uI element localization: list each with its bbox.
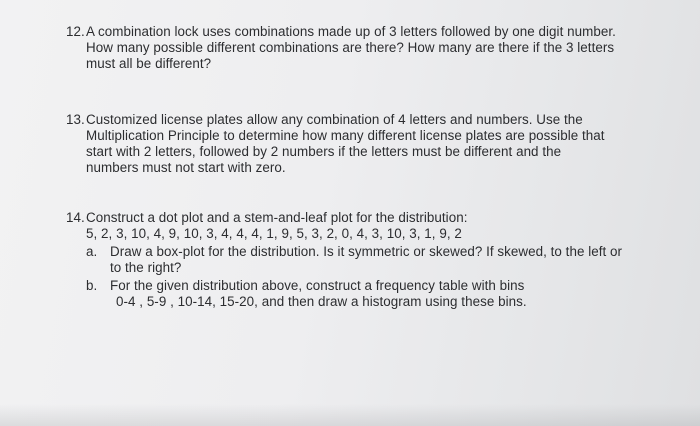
problem-number: 12. [66,24,85,39]
subquestion-letter: a. [86,244,98,259]
text-line: must all be different? [86,56,212,71]
data-values-line: 5, 2, 3, 10, 4, 9, 10, 3, 4, 4, 4, 1, 9, 5, 3, 2, 0, 4, 3, 10, 3, 1, 9, 2 [86,226,462,241]
text-line: Draw a box-plot for the distribution. Is it symmetric or skewed? If skewed, to the left or [110,244,623,259]
problem-text [86,210,467,242]
bins-line: 0-4 , 5-9 , 10-14, 15-20, and then draw a histogram using these bins. [116,294,527,309]
problem-text [86,112,605,176]
subquestion-letter: b. [86,278,98,293]
text-line: numbers must not start with zero. [86,160,286,175]
subquestion-text [110,244,622,276]
text-line: How many possible different combinations are there? How many are there if the 3 letters [86,40,615,55]
text-line: Multiplication Principle to determine how many different license plates are possible that [86,128,605,143]
subquestion-text [110,278,527,310]
problem-text [86,24,616,72]
text-line: A combination lock uses combinations made up of 3 letters followed by one digit number. [86,24,616,39]
page-shadow [0,404,700,426]
text-line: start with 2 letters, followed by 2 numbers if the letters must be different and the [86,144,562,159]
text-line: Construct a dot plot and a stem-and-leaf plot for the distribution: [86,210,468,225]
text-line: Customized license plates allow any combination of 4 letters and numbers. Use the [86,112,583,127]
text-line: to the right? [110,260,182,275]
text-line: For the given distribution above, construct a frequency table with bins [110,278,525,293]
problem-number: 13. [66,112,85,127]
problem-number: 14. [66,210,85,225]
